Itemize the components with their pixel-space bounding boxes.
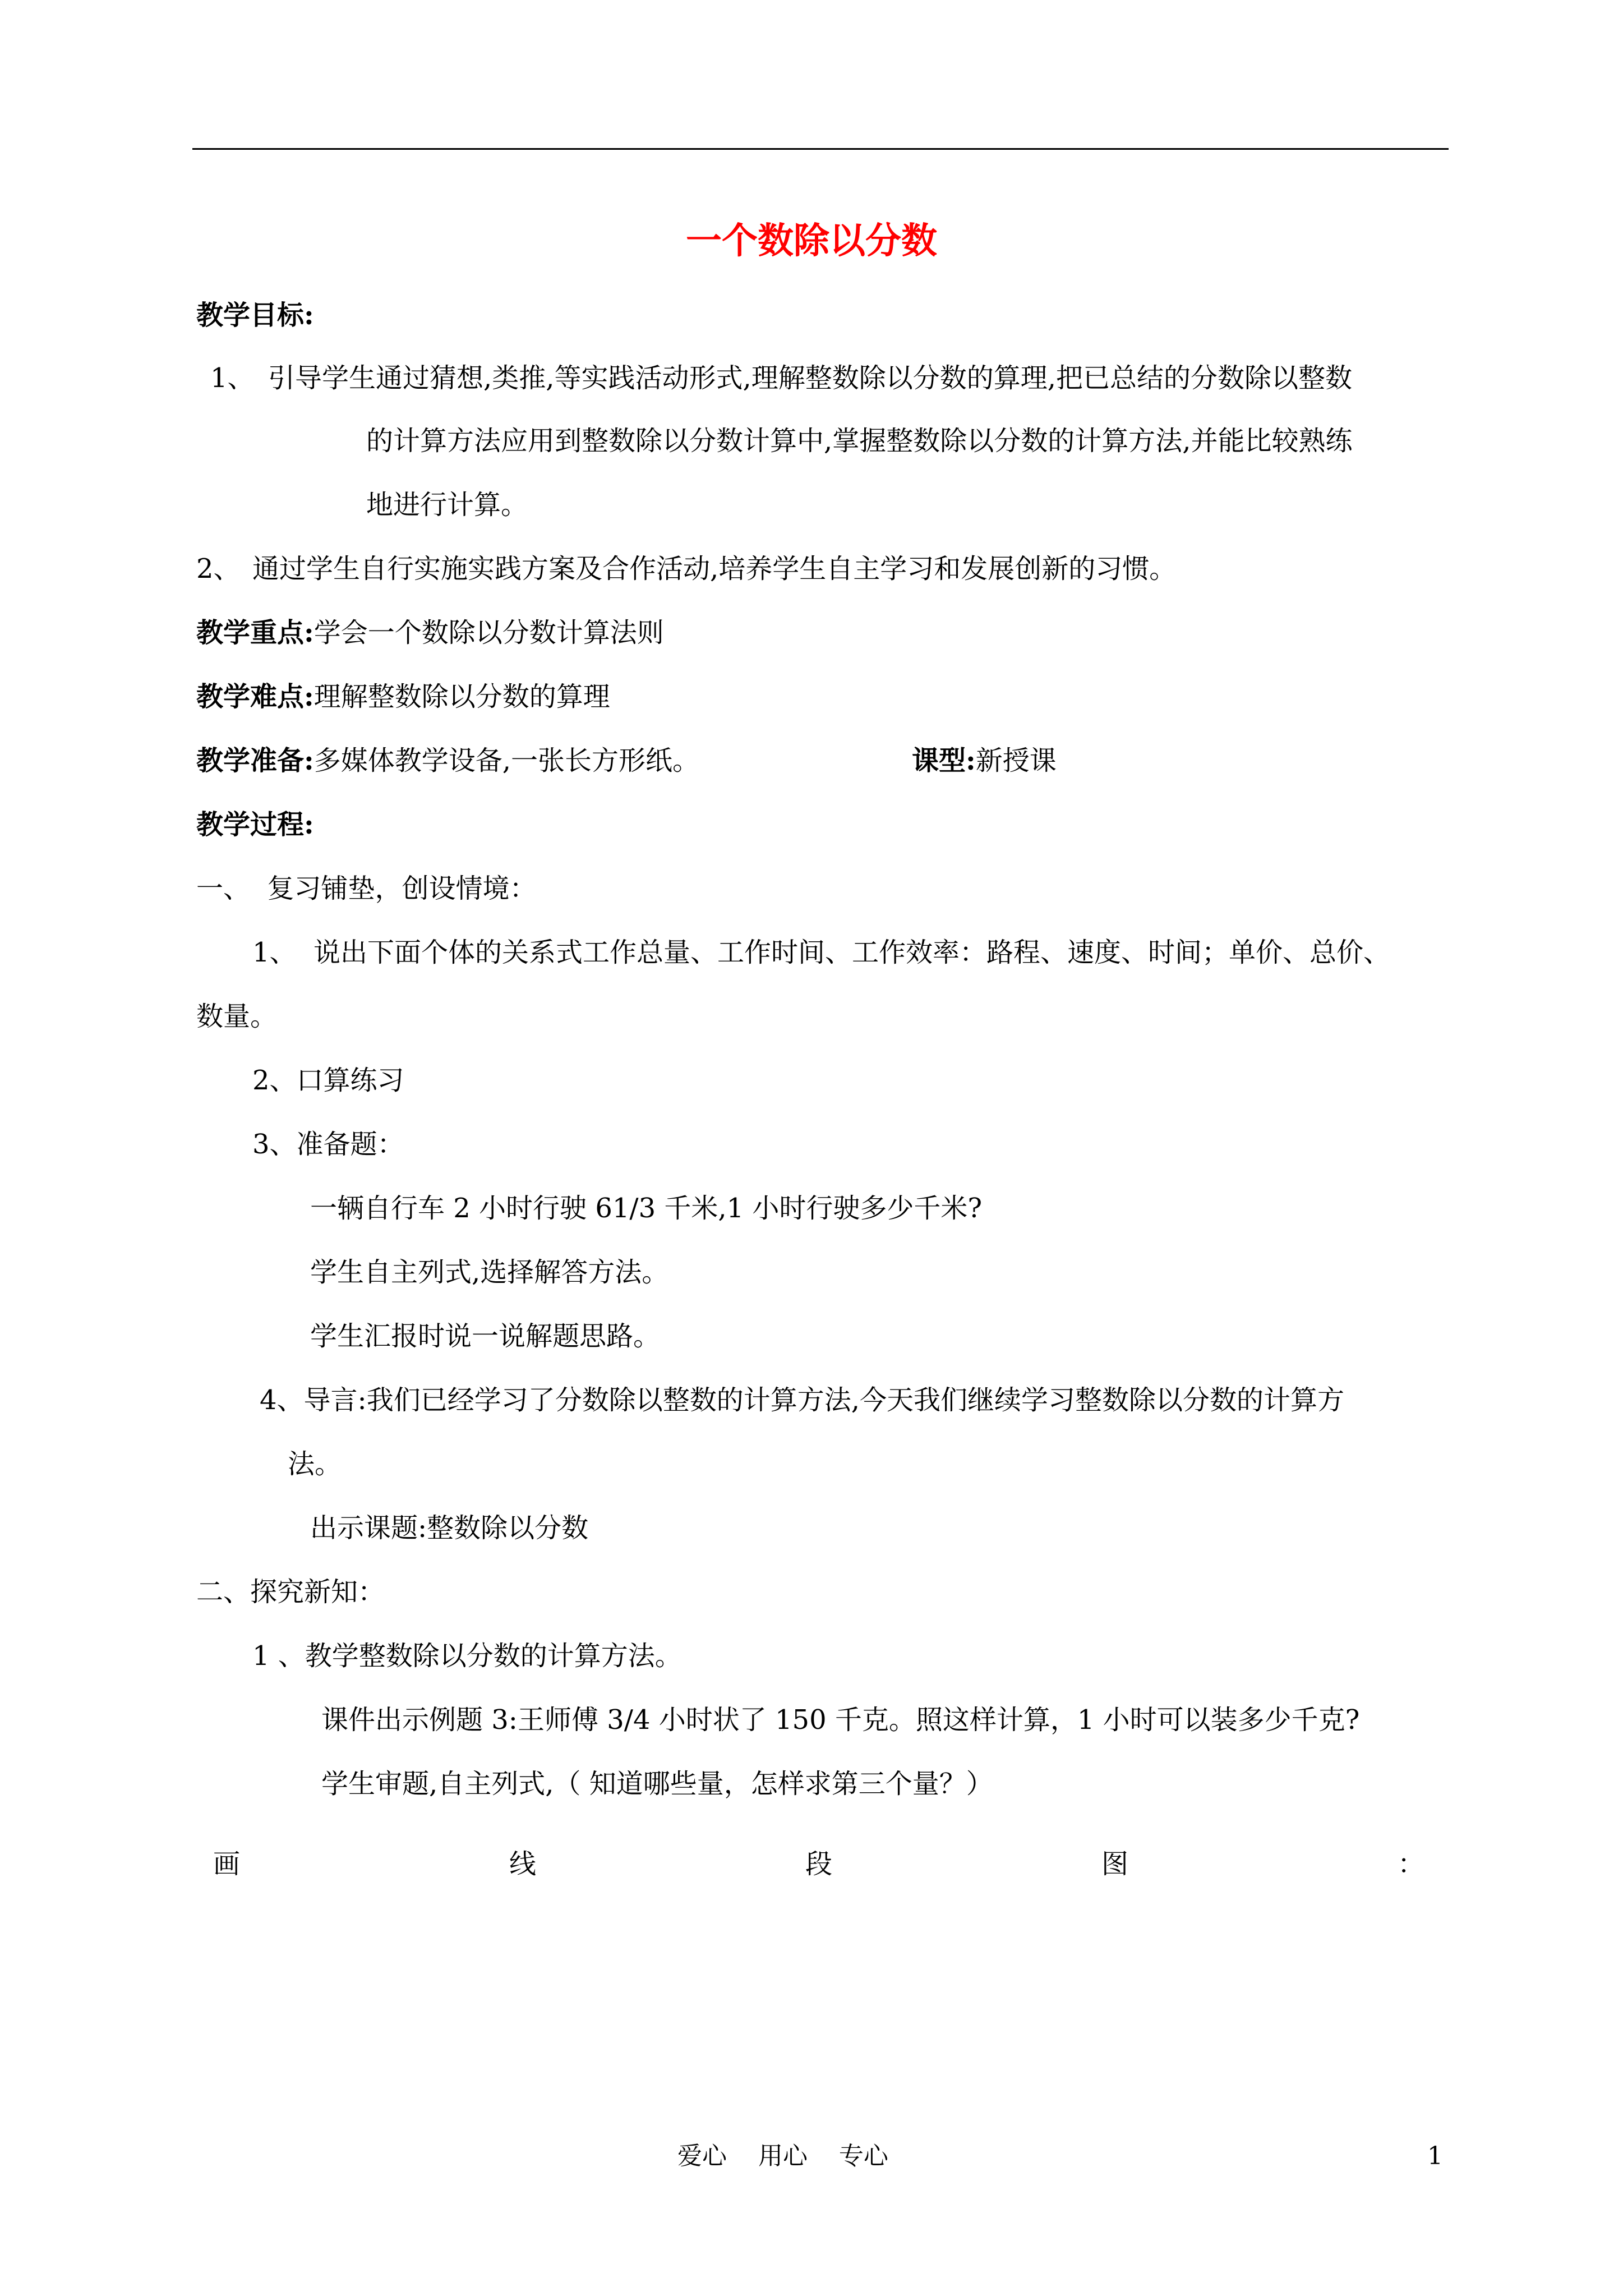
s2-item-1: 1 、教学整数除以分数的计算方法。 (252, 1640, 682, 1672)
objective-1-number: 1、 (210, 362, 255, 394)
objective-1-line-2: 的计算方法应用到整数除以分数计算中,掌握整数除以分数的计算方法,并能比较熟练 (366, 425, 1353, 457)
s1-item-3-answer-2: 学生汇报时说一说解题思路。 (310, 1320, 661, 1352)
s2-example-ask: 学生审题,自主列式,（ 知道哪些量，怎样求第三个量？） (321, 1768, 993, 1800)
prep-label: 教学准备: (196, 745, 314, 776)
s1-item-3-answer-1: 学生自主列式,选择解答方法。 (310, 1257, 669, 1288)
difficulty-text: 理解整数除以分数的算理 (313, 681, 610, 712)
objective-2-text: 通过学生自行实施实践方案及合作活动,培养学生自主学习和发展创新的习惯。 (252, 553, 1177, 585)
lesson-type-text: 新授课 (975, 745, 1057, 776)
page-number: 1 (1427, 2142, 1443, 2170)
s1-item-1-line-2: 数量。 (196, 1001, 278, 1032)
draw-char: 图 (1101, 1848, 1128, 1880)
process-heading: 教学过程: (196, 809, 314, 840)
prep-text: 多媒体教学设备,一张长方形纸。 (313, 745, 699, 776)
focus-text: 学会一个数除以分数计算法则 (313, 617, 664, 648)
s1-item-1-line-1: 1、 说出下面个体的关系式工作总量、工作时间、工作效率：路程、速度、时间；单价、总价、 (252, 937, 1391, 968)
lesson-type-label: 课型: (912, 745, 976, 776)
section-1-heading: 一、 复习铺垫，创设情境： (196, 873, 537, 904)
objective-1-line-1: 引导学生通过猜想,类推,等实践活动形式,理解整数除以分数的算理,把已总结的分数除以整数 (268, 362, 1353, 394)
s1-item-2: 2、口算练习 (252, 1065, 404, 1096)
objective-1-line-3: 地进行计算。 (366, 489, 528, 521)
draw-char: 画 (213, 1848, 241, 1880)
s2-example: 课件出示例题 3:王师傅 3/4 小时状了 150 千克。照这样计算，1 小时可以装多少千克? (321, 1704, 1360, 1736)
header-rule (192, 148, 1449, 150)
s1-item-3-question: 一辆自行车 2 小时行驶 61/3 千米,1 小时行驶多少千米? (310, 1193, 983, 1224)
objectives-heading: 教学目标: (196, 300, 314, 331)
draw-char: ： (1397, 1848, 1424, 1880)
draw-segment-line (213, 1848, 1424, 1880)
page-title: 一个数除以分数 (686, 220, 937, 262)
difficulty-label: 教学难点: (196, 681, 314, 712)
draw-char: 段 (805, 1848, 832, 1880)
s1-item-4-line-2: 法。 (288, 1448, 342, 1480)
section-2-heading: 二、探究新知： (196, 1576, 385, 1608)
focus-label: 教学重点: (196, 617, 314, 648)
objective-2-number: 2、 (196, 553, 241, 585)
draw-char: 线 (509, 1848, 536, 1880)
footer-text: 爱心 用心 专心 (677, 2142, 888, 2170)
s1-item-3: 3、准备题： (252, 1129, 404, 1160)
s1-item-4-topic: 出示课题:整数除以分数 (310, 1512, 589, 1544)
s1-item-4-line-1: 4、导言:我们已经学习了分数除以整数的计算方法,今天我们继续学习整数除以分数的计算方 (260, 1384, 1344, 1416)
